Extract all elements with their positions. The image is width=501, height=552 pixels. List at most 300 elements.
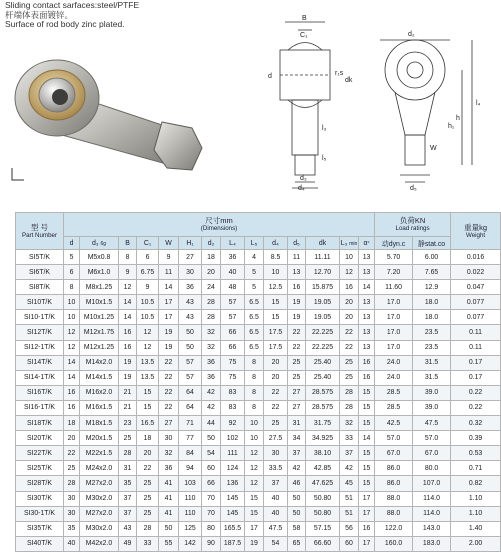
col-alpha: α° xyxy=(359,237,375,250)
table-cell: 35 xyxy=(119,476,137,491)
table-cell: 14 xyxy=(119,295,137,310)
table-cell: 47.5 xyxy=(264,521,288,536)
table-cell: 15 xyxy=(245,506,264,521)
table-cell: M10x1.5 xyxy=(80,295,119,310)
table-cell: 13 xyxy=(359,250,375,265)
label-d2: d₂ xyxy=(408,31,415,38)
table-cell: 47.625 xyxy=(306,476,340,491)
table-cell: 25 xyxy=(137,491,159,506)
table-cell: 12 xyxy=(119,280,137,295)
table-cell: M10x1.25 xyxy=(80,310,119,325)
table-cell: 36 xyxy=(202,370,221,385)
table-cell: 48 xyxy=(221,280,245,295)
table-cell: 43 xyxy=(179,310,202,325)
table-cell: 22 xyxy=(288,325,306,340)
table-cell: 145 xyxy=(221,506,245,521)
table-cell: 1.40 xyxy=(451,521,501,536)
table-cell: 10.5 xyxy=(137,295,159,310)
table-cell: 11 xyxy=(159,265,179,280)
table-cell: 30 xyxy=(159,431,179,446)
table-cell: 14 xyxy=(359,431,375,446)
table-cell: 22 xyxy=(264,400,288,415)
table-cell: 58 xyxy=(288,521,306,536)
table-row xyxy=(16,461,501,476)
table-cell: 34.925 xyxy=(306,431,340,446)
table-row xyxy=(16,446,501,461)
table-cell: 31.5 xyxy=(413,355,451,370)
table-cell: 17 xyxy=(359,491,375,506)
table-row xyxy=(16,310,501,325)
part-number-cell: SI16T/K xyxy=(16,385,64,400)
table-cell: 28 xyxy=(202,295,221,310)
rod-end-photo xyxy=(2,40,207,185)
spec-table-wrapper xyxy=(15,212,500,548)
table-cell: 22 xyxy=(64,446,80,461)
part-number-cell: SI30T/K xyxy=(16,491,64,506)
table-cell: 50 xyxy=(288,491,306,506)
table-cell: 42 xyxy=(202,400,221,415)
table-cell: 165.5 xyxy=(221,521,245,536)
table-cell: 22 xyxy=(340,325,359,340)
table-cell: 143.0 xyxy=(413,521,451,536)
table-cell: 19 xyxy=(245,536,264,551)
table-cell: M24x2.0 xyxy=(80,461,119,476)
table-cell: 64 xyxy=(179,385,202,400)
table-cell: M18x1.5 xyxy=(80,416,119,431)
label-l3: l₃ xyxy=(322,125,327,132)
col-d5: d₅ xyxy=(288,237,306,250)
table-cell: 19.05 xyxy=(306,295,340,310)
table-cell: 57 xyxy=(179,355,202,370)
table-cell: 1.10 xyxy=(451,491,501,506)
table-cell: 17.0 xyxy=(375,340,413,355)
dimension-header-row xyxy=(16,237,501,250)
table-cell: 17.5 xyxy=(264,340,288,355)
table-cell: 102 xyxy=(221,431,245,446)
table-cell: 27 xyxy=(288,400,306,415)
table-cell: 17 xyxy=(159,310,179,325)
col-d3: d₃ 6g xyxy=(80,237,119,250)
table-cell: 114.0 xyxy=(413,506,451,521)
table-cell: 36 xyxy=(159,461,179,476)
table-cell: M27x2.0 xyxy=(80,476,119,491)
table-cell: 22 xyxy=(159,370,179,385)
table-cell: 70 xyxy=(202,506,221,521)
col-dk: dk xyxy=(306,237,340,250)
table-cell: 7.20 xyxy=(375,265,413,280)
col-L5: L₅ xyxy=(245,237,264,250)
table-cell: 0.077 xyxy=(451,310,501,325)
table-cell: 10 xyxy=(340,250,359,265)
col-stat: 静stat.co xyxy=(413,237,451,250)
table-cell: 25 xyxy=(288,355,306,370)
table-cell: 39.0 xyxy=(413,400,451,415)
table-cell: 80 xyxy=(202,521,221,536)
table-cell: 15 xyxy=(359,416,375,431)
table-cell: 19.05 xyxy=(306,310,340,325)
table-cell: 42 xyxy=(288,461,306,476)
table-row xyxy=(16,355,501,370)
table-cell: 17 xyxy=(359,536,375,551)
table-cell: 75 xyxy=(221,370,245,385)
part-number-cell: SI12-1T/K xyxy=(16,340,64,355)
table-cell: 0.17 xyxy=(451,355,501,370)
col-part-number: 型 号 Part Number xyxy=(16,213,64,250)
table-cell: 11 xyxy=(288,250,306,265)
table-cell: 86.0 xyxy=(375,461,413,476)
table-cell: 50 xyxy=(179,325,202,340)
table-cell: M14x2.0 xyxy=(80,355,119,370)
table-cell: 31.5 xyxy=(413,370,451,385)
table-cell: 42.5 xyxy=(375,416,413,431)
table-cell: 15 xyxy=(359,476,375,491)
table-cell: 41 xyxy=(159,476,179,491)
table-cell: 8 xyxy=(64,280,80,295)
table-cell: 28.575 xyxy=(306,400,340,415)
table-cell: 4 xyxy=(245,250,264,265)
table-cell: 50 xyxy=(288,506,306,521)
table-cell: 0.22 xyxy=(451,400,501,415)
table-cell: 110 xyxy=(179,506,202,521)
table-cell: 22 xyxy=(159,355,179,370)
table-cell: 19 xyxy=(119,355,137,370)
table-cell: 75 xyxy=(221,355,245,370)
table-cell: 15 xyxy=(137,385,159,400)
table-cell: 31 xyxy=(288,416,306,431)
table-cell: 20 xyxy=(340,310,359,325)
table-cell: 36 xyxy=(179,280,202,295)
table-cell: 41 xyxy=(159,491,179,506)
plating-note-cn: 杆端体表面镀锌。 xyxy=(5,9,74,20)
table-cell: 37 xyxy=(119,506,137,521)
table-cell: 40 xyxy=(264,491,288,506)
table-cell: 30 xyxy=(264,446,288,461)
col-weight: 重量kg Weight xyxy=(451,213,501,250)
table-cell: 86.0 xyxy=(375,476,413,491)
table-cell: 37 xyxy=(288,446,306,461)
table-cell: 25 xyxy=(137,506,159,521)
table-cell: 10 xyxy=(245,431,264,446)
label-r1s: r₁s xyxy=(335,70,344,77)
table-cell: 57 xyxy=(179,370,202,385)
table-cell: 103 xyxy=(179,476,202,491)
table-cell: 6.5 xyxy=(245,325,264,340)
label-d5: d₅ xyxy=(410,185,417,192)
table-cell: 13 xyxy=(359,325,375,340)
table-cell: 125 xyxy=(179,521,202,536)
table-cell: 57.0 xyxy=(375,431,413,446)
table-cell: 18.0 xyxy=(413,310,451,325)
table-cell: 15 xyxy=(264,295,288,310)
table-cell: 19 xyxy=(159,340,179,355)
label-dk: dk xyxy=(345,77,353,84)
table-cell: M22x1.5 xyxy=(80,446,119,461)
table-cell: 25 xyxy=(119,431,137,446)
table-cell: M27x2.0 xyxy=(80,506,119,521)
table-cell: 71 xyxy=(179,416,202,431)
table-cell: 28 xyxy=(64,476,80,491)
table-cell: 13 xyxy=(359,295,375,310)
plating-note-en: Surface of rod body zinc plated. xyxy=(5,19,125,30)
table-cell: 0.71 xyxy=(451,461,501,476)
table-cell: 20 xyxy=(340,295,359,310)
table-cell: 39.0 xyxy=(413,385,451,400)
table-cell: 6 xyxy=(64,265,80,280)
table-cell: 11.11 xyxy=(306,250,340,265)
table-cell: 17.0 xyxy=(375,295,413,310)
col-B: B xyxy=(119,237,137,250)
part-number-cell: SI5T/K xyxy=(16,250,64,265)
table-cell: 12.9 xyxy=(413,280,451,295)
table-cell: 15 xyxy=(264,310,288,325)
table-row xyxy=(16,521,501,536)
table-cell: 11.60 xyxy=(375,280,413,295)
table-cell: 0.39 xyxy=(451,431,501,446)
table-cell: 10.5 xyxy=(137,310,159,325)
header-notes xyxy=(5,1,139,30)
table-cell: 27 xyxy=(159,416,179,431)
table-cell: 187.5 xyxy=(221,536,245,551)
table-cell: 19 xyxy=(288,310,306,325)
table-cell: 33.5 xyxy=(264,461,288,476)
table-cell: 5 xyxy=(64,250,80,265)
table-cell: 12 xyxy=(245,461,264,476)
table-cell: 0.11 xyxy=(451,340,501,355)
table-cell: 42 xyxy=(202,385,221,400)
table-cell: 13 xyxy=(288,265,306,280)
table-cell: 40 xyxy=(64,536,80,551)
table-cell: 35 xyxy=(64,521,80,536)
table-cell: M30x2.0 xyxy=(80,491,119,506)
table-row xyxy=(16,325,501,340)
part-number-cell: SI35T/K xyxy=(16,521,64,536)
table-cell: 84 xyxy=(179,446,202,461)
table-cell: 25 xyxy=(64,461,80,476)
table-cell: 31.75 xyxy=(306,416,340,431)
table-cell: 49 xyxy=(119,536,137,551)
table-cell: 20 xyxy=(202,265,221,280)
table-cell: 9 xyxy=(119,265,137,280)
col-H1: H₁ xyxy=(179,237,202,250)
table-row xyxy=(16,295,501,310)
table-cell: 20 xyxy=(264,355,288,370)
table-cell: 70 xyxy=(202,491,221,506)
table-cell: 46 xyxy=(288,476,306,491)
table-cell: 16 xyxy=(119,340,137,355)
table-cell: 16.5 xyxy=(137,416,159,431)
table-cell: 36 xyxy=(221,250,245,265)
table-cell: 66 xyxy=(221,340,245,355)
table-cell: 15 xyxy=(359,461,375,476)
table-cell: 7.65 xyxy=(413,265,451,280)
table-cell: 43 xyxy=(179,295,202,310)
col-C1: C₁ xyxy=(137,237,159,250)
part-number-cell: SI22T/K xyxy=(16,446,64,461)
table-cell: 16 xyxy=(288,280,306,295)
label-C1: C₁ xyxy=(300,32,308,39)
table-cell: 10 xyxy=(264,265,288,280)
material-note: Sliding contact sarfaces:steel/PTFE xyxy=(5,0,140,10)
col-dyn: 动dyn.c xyxy=(375,237,413,250)
table-cell: 9 xyxy=(159,250,179,265)
table-cell: 0.53 xyxy=(451,446,501,461)
table-row xyxy=(16,416,501,431)
table-cell: 0.32 xyxy=(451,416,501,431)
table-cell: M30x2.0 xyxy=(80,521,119,536)
table-cell: 8 xyxy=(245,355,264,370)
col-L4: L₄ xyxy=(221,237,245,250)
table-cell: 145 xyxy=(221,491,245,506)
table-row xyxy=(16,280,501,295)
table-cell: 8.5 xyxy=(264,250,288,265)
table-cell: 142 xyxy=(179,536,202,551)
table-cell: 107.0 xyxy=(413,476,451,491)
spec-table-body xyxy=(16,250,501,552)
table-cell: 18.0 xyxy=(413,295,451,310)
table-cell: 28 xyxy=(119,446,137,461)
table-cell: 22 xyxy=(159,385,179,400)
table-cell: 23 xyxy=(119,416,137,431)
table-cell: 25 xyxy=(137,476,159,491)
table-cell: 25 xyxy=(288,370,306,385)
label-W: W xyxy=(430,145,437,152)
table-cell: 47.5 xyxy=(413,416,451,431)
table-cell: 10 xyxy=(245,416,264,431)
table-cell: 30 xyxy=(179,265,202,280)
table-cell: 65 xyxy=(288,536,306,551)
table-cell: M14x1.5 xyxy=(80,370,119,385)
label-h1: h₁ xyxy=(448,123,455,130)
table-cell: 12.5 xyxy=(264,280,288,295)
table-cell: 83 xyxy=(221,385,245,400)
part-number-cell: SI16-1T/K xyxy=(16,400,64,415)
table-cell: 50 xyxy=(159,521,179,536)
part-number-cell: SI14T/K xyxy=(16,355,64,370)
table-cell: 8 xyxy=(245,370,264,385)
table-cell: 13 xyxy=(359,310,375,325)
table-cell: 32 xyxy=(159,446,179,461)
table-cell: 5.70 xyxy=(375,250,413,265)
table-cell: 111 xyxy=(221,446,245,461)
table-cell: 122.0 xyxy=(375,521,413,536)
table-cell: 37 xyxy=(264,476,288,491)
table-cell: 136 xyxy=(221,476,245,491)
table-cell: 19 xyxy=(119,370,137,385)
table-cell: 54 xyxy=(202,446,221,461)
part-number-cell: SI12T/K xyxy=(16,325,64,340)
table-cell: 8 xyxy=(245,400,264,415)
table-cell: 6.75 xyxy=(137,265,159,280)
table-cell: 2.00 xyxy=(451,536,501,551)
table-cell: 13.5 xyxy=(137,370,159,385)
table-cell: 50.80 xyxy=(306,506,340,521)
col-W: W xyxy=(159,237,179,250)
table-cell: 18 xyxy=(137,431,159,446)
table-cell: 43 xyxy=(119,521,137,536)
table-cell: 13 xyxy=(359,265,375,280)
col-d4: d₄ xyxy=(264,237,288,250)
table-cell: 17.0 xyxy=(375,325,413,340)
table-cell: 34 xyxy=(288,431,306,446)
table-cell: 23.5 xyxy=(413,325,451,340)
table-cell: 27.5 xyxy=(264,431,288,446)
table-cell: 5 xyxy=(245,280,264,295)
table-cell: 25 xyxy=(340,370,359,385)
table-cell: 88.0 xyxy=(375,491,413,506)
table-cell: 17 xyxy=(245,521,264,536)
table-cell: 10 xyxy=(64,310,80,325)
table-cell: 50 xyxy=(179,340,202,355)
table-cell: 92 xyxy=(221,416,245,431)
table-cell: 28.5 xyxy=(375,400,413,415)
table-cell: 0.82 xyxy=(451,476,501,491)
table-cell: 22 xyxy=(159,400,179,415)
label-l4: l₄ xyxy=(476,100,481,107)
table-cell: 25 xyxy=(264,416,288,431)
table-cell: 54 xyxy=(264,536,288,551)
table-cell: 44 xyxy=(202,416,221,431)
table-cell: 41 xyxy=(159,506,179,521)
table-cell: 6 xyxy=(137,250,159,265)
label-d4: d₄ xyxy=(298,185,305,192)
table-cell: M6x1.0 xyxy=(80,265,119,280)
table-cell: 23.5 xyxy=(413,340,451,355)
table-cell: 14 xyxy=(64,370,80,385)
table-cell: 32 xyxy=(340,416,359,431)
table-cell: 42 xyxy=(340,461,359,476)
table-cell: 57 xyxy=(221,310,245,325)
table-cell: 6.5 xyxy=(245,340,264,355)
table-cell: 6.00 xyxy=(413,250,451,265)
table-cell: 24.0 xyxy=(375,355,413,370)
table-row xyxy=(16,385,501,400)
table-cell: 15 xyxy=(137,400,159,415)
technical-drawing xyxy=(240,10,498,190)
table-cell: 42.85 xyxy=(306,461,340,476)
label-h: h xyxy=(456,115,460,122)
table-cell: 22 xyxy=(340,340,359,355)
table-cell: 66 xyxy=(202,476,221,491)
label-d: d xyxy=(268,73,272,80)
table-cell: 10 xyxy=(64,295,80,310)
table-cell: 0.17 xyxy=(451,370,501,385)
table-cell: 37 xyxy=(119,491,137,506)
table-row xyxy=(16,340,501,355)
table-cell: 32 xyxy=(202,340,221,355)
table-cell: 33 xyxy=(340,431,359,446)
table-cell: 16 xyxy=(119,325,137,340)
table-cell: 22 xyxy=(264,385,288,400)
table-cell: 28 xyxy=(137,521,159,536)
part-number-cell: SI10-1T/K xyxy=(16,310,64,325)
table-cell: 37 xyxy=(340,446,359,461)
table-cell: 8 xyxy=(119,250,137,265)
table-cell: 27 xyxy=(288,385,306,400)
part-number-cell: SI25T/K xyxy=(16,461,64,476)
table-row xyxy=(16,491,501,506)
table-cell: 0.11 xyxy=(451,325,501,340)
table-cell: 50.80 xyxy=(306,491,340,506)
table-cell: M8x1.25 xyxy=(80,280,119,295)
table-cell: 40 xyxy=(221,265,245,280)
table-cell: 16 xyxy=(64,400,80,415)
table-cell: 14 xyxy=(64,355,80,370)
table-cell: 77 xyxy=(179,431,202,446)
table-cell: 28 xyxy=(202,310,221,325)
table-cell: 20 xyxy=(137,446,159,461)
table-cell: 1.10 xyxy=(451,506,501,521)
table-cell: 28 xyxy=(340,400,359,415)
